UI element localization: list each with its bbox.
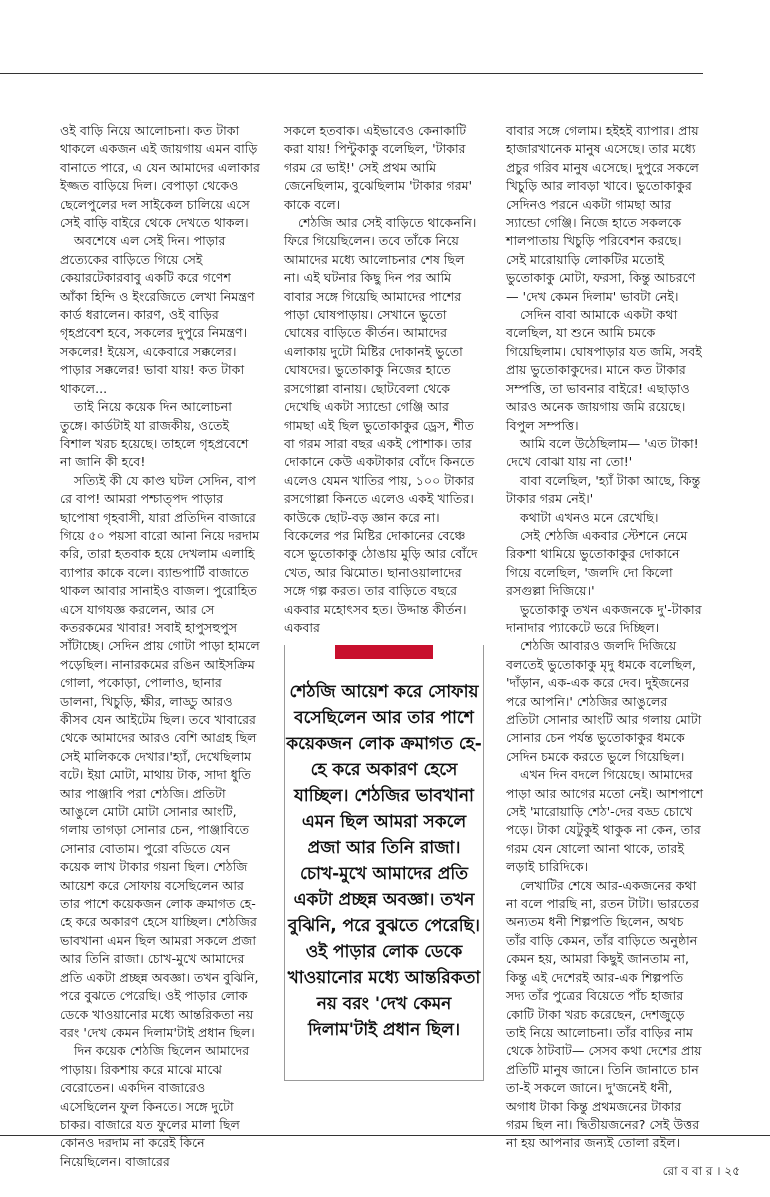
article-paragraph: কথাটা এখনও মনে রেখেছি।	[520, 509, 659, 525]
article-paragraph: ভুতোকাকু তখন একজনকে দু'-টাকার দানাদার প্যাকেটে ভরে দিচ্ছিল।	[506, 601, 702, 635]
article-paragraph: সকলে হতবাক। এইভাবেও কেনাকাটি করা যায়! পিন্টুকাকু বলেছিল, 'টাকার গরম রে ভাই!' সেই প্রথম আমি জেনেছিলাম, বুঝেছিলাম 'টাকার গরম' কাকে বলে।	[284, 123, 473, 212]
article-paragraph: সত্যিই কী যে কাণ্ড ঘটল সেদিন, বাপ রে বাপ! আমরা পশ্চাত্পদ পাড়ার ছাপোষা গৃহবাসী, যারা প্রতিদিন বাজারে গিয়ে ৫০ পয়সা বারো আনা নিয়ে দরদাম করি, তারা হতবাক হয়ে দেখলাম এলাহি ব্যাপার কাকে বলে। ব্যান্ডপার্টি বাজাতে থাকল আবার সানাইও বাজল। পুরোহিত এসে যাগযজ্ঞ করলেন, আর সে কতরকমের খাবার! সবাই হাপুসহুপুস সাঁটাচ্ছে। সেদিন প্রায় গোটা পাড়া হামলে পড়েছিল। নানারকমের রঙিন আইসক্রিম গোলা, পকোড়া, পোলাও, ছানার ডালনা, খিচুড়ি, ক্ষীর, লাড্ডু আরও কীসব যেন আইটেম ছিল। তবে খাবারের থেকে আমাদের আরও বেশি আগ্রহ ছিল সেই মালিককে দেখার।'হ্যাঁ, দেখেছিলাম বটে। ইয়া মোটা, মাথায় টাক, সাদা ধুতি আর পাঞ্জাবি পরা শেঠজি। প্রতিটা আঙুলে মোটা মোটা সোনার আংটি, গলায় তাগড়া সোনার চেন, পাঞ্জাবিতে সোনার বোতাম। পুরো বডিতে যেন কয়েক লাখ টাকার গয়না ছিল। শেঠজি আয়েশ করে সোফায় বসেছিলেন আর তার পাশে কয়েকজন লোক ক্রমাগত হে-হে করে অকারণ হেসে যাচ্ছিল। শেঠজির ভাবখানা এমন ছিল আমরা সকলে প্রজা আর তিনি রাজা। চোখ-মুখে আমাদের প্রতি একটা প্রচ্ছন্ন অবজ্ঞা। তখন বুঝিনি, পরে বুঝতে পেরেছি। ওই পাড়ার লোক ডেকে খাওয়ানোর মধ্যে আন্তরিকতা নয় বরং 'দেখ কেমন দিলাম'টাই প্রধান ছিল।	[60, 472, 260, 1040]
article-paragraph: অবশেষে এল সেই দিন। পাড়ার প্রত্যেকের বাড়িতে গিয়ে সেই কেয়ারটেকারবাবু একটি করে গণেশ আঁকা হিন্দি ও ইংরেজিতে লেখা নিমন্ত্রণ কার্ড ধরালেন। কারণ, ওই বাড়ির গৃহপ্রবেশ হবে, সকলের দুপুরে নিমন্ত্রণ। সকলের! ইয়েস, একেবারে সক্কলের। পাড়ার সক্কলের! ভাবা যায়! কত টাকা থাকলে...	[60, 233, 255, 396]
article-paragraph: লেখাটির শেষে আর-একজনের কথা না বলে পারছি না, রতন টাটা। ভারতের অন্যতম ধনী শিল্পপতি ছিলেন, অথচ তাঁর বাড়ি কেমন, তাঁর বাড়িতে অনুষ্ঠান কেমন হয়, আমরা কিছুই জানতাম না, কিন্তু এই দেশেরই আর-এক শিল্পপতি সদ্য তাঁর পুত্রের বিয়েতে পাঁচ হাজার কোটি টাকা খরচ করেছেন, দেশজুড়ে তাই নিয়ে আলোচনা। তাঁর বাড়ির নাম থেকে ঠাটবাট— সেসব কথা দেশের প্রায় প্রতিটি মানুষ জানে। তিনি জানাতে চান তা-ই সকলে জানে। দু'জনেই ধনী, অগাধ টাকা কিন্তু প্রথমজনের টাকার গরম ছিল না। দ্বিতীয়জনের? সেই উত্তর না হয় আপনার জন্যই তোলা রইল।	[506, 877, 702, 1151]
page-folio: রো ব বা র । ২৫	[662, 1164, 740, 1178]
pull-quote-text: শেঠজি আয়েশ করে সোফায় বসেছিলেন আর তার পাশে কয়েকজন লোক ক্রমাগত হে-হে করে অকারণ হেসে যাচ্ছিল। শেঠজির ভাবখানা এমন ছিল আমরা সকলে প্রজা আর তিনি রাজা। চোখ-মুখে আমাদের প্রতি একটা প্রচ্ছন্ন অবজ্ঞা। তখন বুঝিনি, পরে বুঝতে পেরেছি। ওই পাড়ার লোক ডেকে খাওয়ানোর মধ্যে আন্তরিকতা নয় বরং 'দেখ কেমন দিলাম'টাই প্রধান ছিল।	[286, 682, 482, 1040]
article-column-1	[60, 122, 262, 1171]
top-rule	[0, 73, 703, 74]
article-paragraph: ওই বাড়ি নিয়ে আলোচনা। কত টাকা থাকলে একজন এই জায়গায় এমন বাড়ি বানাতে পারে, এ যেন আমাদের এলাকার ইজ্জত বাড়িয়ে দিল। বেপাড়া থেকেও ছেলেপুলের দল সাইকেল চালিয়ে এসে সেই বাড়ি বাইরে থেকে দেখতে থাকল।	[60, 123, 260, 231]
article-paragraph: সেই শেঠজি একবার স্টেশনে নেমে রিকশা থামিয়ে ভুতোকাকুর দোকানে গিয়ে বলেছিল, 'জলদি দো কিলো রসগুল্লা দিজিয়ে।'	[506, 527, 688, 599]
article-paragraph: আমি বলে উঠেছিলাম— 'এত টাকা! দেখে বোঝা যায় না তো!'	[506, 435, 699, 470]
pull-quote-accent-bar	[335, 645, 433, 659]
article-paragraph: দিন কয়েক শেঠজি ছিলেন আমাদের পাড়ায়। রিকশায় করে মাঝে মাঝে বেরোতেন। একদিন বাজারেও এসেছিলেন ফুল কিনতে। সঙ্গে দুটো চাকর। বাজারে যত ফুলের মালা ছিল কোনও দরদাম না করেই কিনে নিয়েছিলেন। বাজারের	[60, 1043, 250, 1169]
bottom-rule	[0, 1135, 770, 1136]
article-paragraph: বাবা বলেছিল, 'হ্যাঁ টাকা আছে, কিন্তু টাকার গরম নেই।'	[506, 472, 701, 507]
article-paragraph: এখন দিন বদলে গিয়েছে। আমাদের পাড়া আর আগের মতো নেই। আশপাশে সেই 'মারোয়াড়ি শেঠ'-দের বড্ড চোখে পড়ে। টাকা যেটুকুই থাকুক না কেন, তার গরম যেন ষোলো আনা থাকে, তারই লড়াই চারিদিকে।	[506, 767, 704, 875]
article-paragraph: তাই নিয়ে কয়েক দিন আলোচনা তুঙ্গে। কার্ডটাই যা রাজকীয়, ওতেই বিশাল খরচ হয়েছে। তাহলে গৃহপ্রবেশে না জানি কী হবে!	[60, 399, 249, 470]
article-column-2	[284, 122, 482, 637]
article-paragraph: শেঠজি আবারও জলদি দিজিয়ে বলতেই ভুতোকাকু মৃদু ধমকে বলেছিল, 'দাঁড়ান, এক-এক করে দেব। দুইজনের পরে আপনি।' শেঠজির আঙুলের প্রতিটা সোনার আংটি আর গলায় মোটা সোনার চেন পর্যন্ত ভুতোকাকুর ধমকে সেদিন চমকে করতে ভুলে গিয়েছিল।	[506, 638, 702, 764]
article-paragraph: শেঠজি আর সেই বাড়িতে থাকেননি। ফিরে গিয়েছিলেন। তবে তাঁকে নিয়ে আমাদের মধ্যে আলোচনার শেষ ছিল না। এই ঘটনার কিছু দিন পর আমি বাবার সঙ্গে গিয়েছি আমাদের পাশের পাড়া ঘোষপাড়ায়। সেখানে ভুতো ঘোষের বাড়িতে কীর্তন। আমাদের এলাকায় দুটো মিষ্টির দোকানই ভুতো ঘোষদের। ভুতোকাকু নিজের হাতে রসগোল্লা বানায়। ছোটবেলা থেকে দেখেছি একটা স্যান্ডো গেঞ্জি আর গামছা এই ছিল ভুতোকাকুর ড্রেস, শীত বা গরম সারা বছর একই পোশাক। তার দোকানে কেউ একটাকার বোঁদে কিনতে এলেও যেমন খাতির পায়, ১০০ টাকার রসগোল্লা কিনতে এলেও একই খাতির। কাউকে ছোট-বড় জ্ঞান করে না। বিকেলের পর মিষ্টির দোকানের বেঞ্চে বসে ভুতোকাকু ঠোঙায় মুড়ি আর বোঁদে খেত, আর ঝিমোত। ছানাওয়ালাদের সঙ্গে গল্প করত। তার বাড়িতে বছরে একবার মহোৎসব হত। উদ্দাম্ত কীর্তন। একবার	[284, 215, 478, 635]
article-paragraph: সেদিন বাবা আমাকে একটা কথা বলেছিল, যা শুনে আমি চমকে গিয়েছিলাম। ঘোষপাড়ার যত জমি, সবই প্রায় ভুতোকাকুদের। মানে কত টাকার সম্পত্তি, তা ভাবনার বাইরে! এছাড়াও আরও অনেক জায়গায় জমি রয়েছে। বিপুল সম্পত্তি।	[506, 307, 702, 433]
pull-quote-box	[284, 645, 484, 1081]
article-column-3	[506, 122, 704, 1153]
article-paragraph: বাবার সঙ্গে গেলাম। হইহই ব্যাপার। প্রায় হাজারখানেক মানুষ এসেছে। তার মধ্যে প্রচুর গরিব মানুষ এসেছে। দুপুরে সকলে খিচুড়ি আর লাবড়া খাবে। ভুতোকাকুর সেদিনও পরনে একটা গামছা আর স্যান্ডো গেঞ্জি। নিজে হাতে সকলকে শালপাতায় খিচুড়ি পরিবেশন করছে। সেই মারোয়াড়ি লোকটির মতোই ভুতোকাকু মোটা, ফরসা, কিন্তু আচরণে— 'দেখ কেমন দিলাম' ভাবটা নেই।	[506, 123, 699, 304]
